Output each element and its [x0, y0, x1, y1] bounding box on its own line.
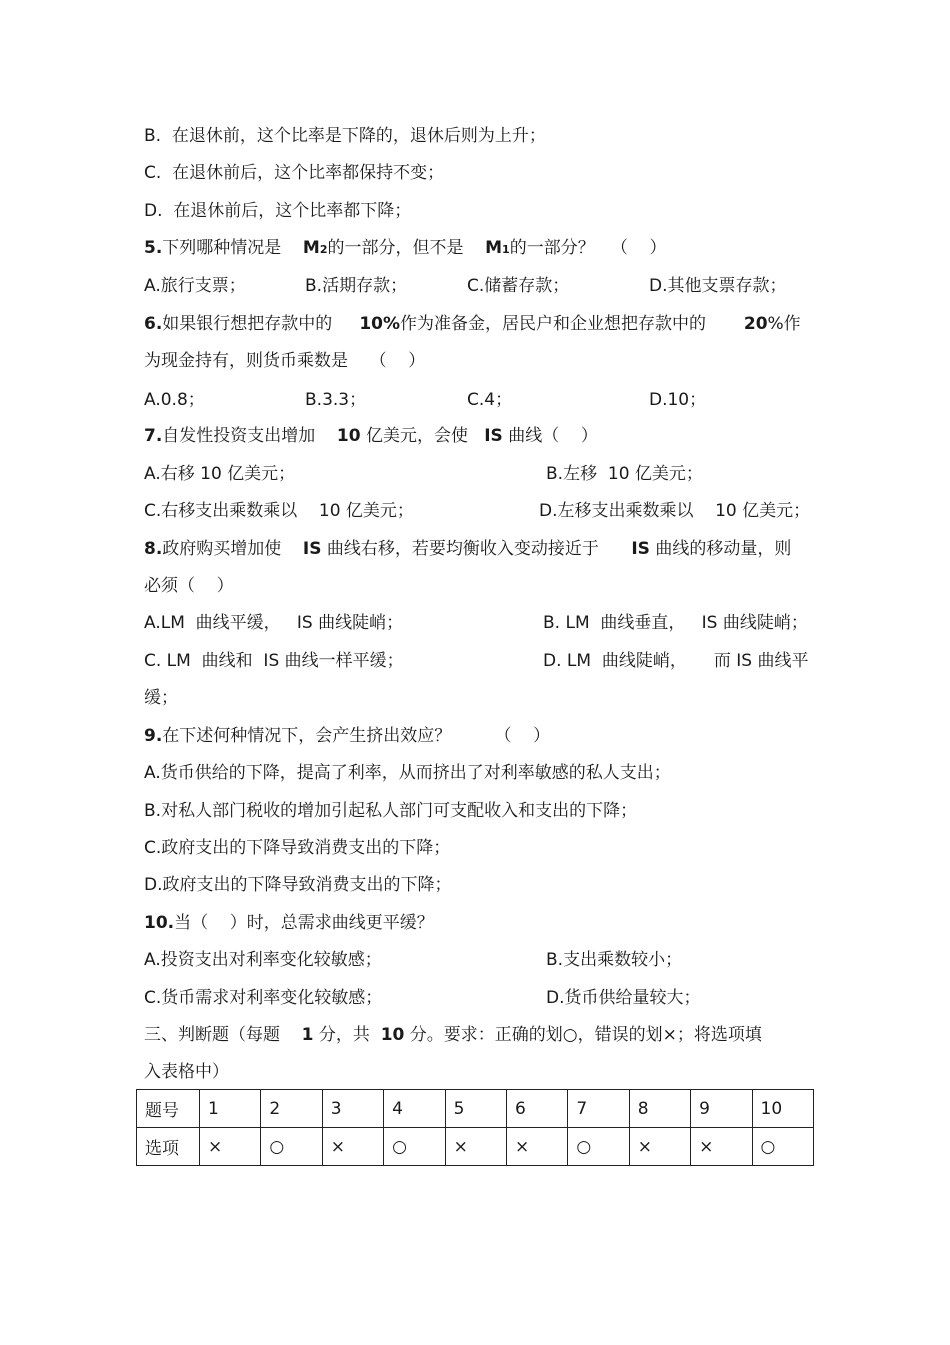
q6-text-3: %作 — [767, 314, 801, 334]
table-cell-answer: × — [629, 1128, 690, 1166]
q6-text-2: 作为准备金，居民户和企业想把存款中的 — [400, 314, 707, 334]
table-cell-number: 10 — [752, 1090, 813, 1128]
q10-option-c: C.货币需求对利率变化较敏感； — [144, 988, 383, 1008]
q7-value-2: IS — [484, 426, 503, 446]
table-cell-number: 9 — [691, 1090, 752, 1128]
table-row-numbers — [137, 1090, 814, 1128]
q5-text-3: 的一部分？ （ ） — [509, 238, 667, 258]
q8-option-b: B. LM 曲线垂直， IS 曲线陡峭； — [543, 613, 808, 633]
q5-stem — [144, 237, 667, 261]
table-cell-answer: × — [322, 1128, 383, 1166]
q4-option-c: C. 在退休前后，这个比率都保持不变； — [144, 163, 445, 183]
q6-option-c: C.4； — [467, 390, 513, 410]
q6-option-a: A.0.8； — [144, 390, 205, 410]
q9-option-b: B.对私人部门税收的增加引起私人部门可支配收入和支出的下降； — [144, 801, 638, 821]
q6-text-1: 如果银行想把存款中的 — [162, 314, 333, 334]
q5-m2: M2 — [302, 238, 328, 258]
q9-option-d: D.政府支出的下降导致消费支出的下降； — [144, 875, 452, 895]
section3-heading-line2: 入表格中） — [144, 1062, 229, 1082]
section3-value-1: 1 — [301, 1025, 314, 1045]
q7-option-d: D.左移支出乘数乘以 10 亿美元； — [539, 501, 811, 521]
table-cell-answer: × — [445, 1128, 506, 1166]
q5-text-2: 的一部分，但不是 — [327, 238, 464, 258]
q7-option-b: B.左移 10 亿美元； — [546, 464, 703, 484]
q8-option-a: A.LM 曲线平缓， IS 曲线陡峭； — [144, 613, 404, 633]
q8-stem-line2: 必须（ ） — [144, 576, 234, 596]
q5-option-b: B.活期存款； — [305, 276, 408, 296]
section3-text-2: 分，共 — [318, 1025, 370, 1045]
q7-stem — [144, 425, 598, 447]
q5-option-d: D.其他支票存款； — [649, 276, 787, 296]
q8-option-c: C. LM 曲线和 IS 曲线一样平缓； — [144, 651, 404, 671]
q6-option-b: B.3.3； — [305, 390, 367, 410]
table-cell-answer: ○ — [752, 1128, 813, 1166]
q6-number: 6. — [144, 314, 163, 334]
q8-value-2: IS — [631, 539, 650, 559]
table-head-number: 题号 — [137, 1090, 200, 1128]
q8-text-3: 曲线的移动量，则 — [655, 539, 792, 559]
table-cell-number: 2 — [261, 1090, 322, 1128]
table-cell-answer: × — [691, 1128, 752, 1166]
q6-value-1: 10% — [359, 314, 401, 334]
table-head-answer: 选项 — [137, 1128, 200, 1166]
q8-text-2: 曲线右移，若要均衡收入变动接近于 — [326, 539, 599, 559]
q9-option-c: C.政府支出的下降导致消费支出的下降； — [144, 838, 451, 858]
q7-value-1: 10 — [336, 426, 361, 446]
table-cell-answer: ○ — [261, 1128, 322, 1166]
q5-text-1: 下列哪种情况是 — [162, 238, 282, 258]
q10-option-a: A.投资支出对利率变化较敏感； — [144, 950, 382, 970]
table-cell-number: 8 — [629, 1090, 690, 1128]
q7-option-a: A.右移 10 亿美元； — [144, 464, 296, 484]
table-cell-answer: ○ — [384, 1128, 445, 1166]
q7-text-3: 曲线（ ） — [508, 426, 598, 446]
q10-option-d: D.货币供给量较大； — [546, 988, 701, 1008]
q7-text-2: 亿美元，会使 — [366, 426, 468, 446]
q8-stem — [144, 538, 791, 560]
table-cell-number: 1 — [200, 1090, 261, 1128]
q6-value-2: 20 — [743, 314, 768, 334]
q6-option-d: D.10； — [649, 390, 707, 410]
q6-stem-line2: 为现金持有，则货币乘数是 （ ） — [144, 351, 426, 371]
q5-option-a: A.旅行支票； — [144, 276, 246, 296]
table-cell-answer: ○ — [568, 1128, 629, 1166]
q8-option-d-cont: 缓； — [144, 688, 178, 708]
q9-number: 9. — [144, 726, 163, 746]
table-cell-number: 6 — [506, 1090, 567, 1128]
table-cell-number: 7 — [568, 1090, 629, 1128]
section3-text-3: 分。要求：正确的划○，错误的划×；将选项填 — [409, 1025, 762, 1045]
table-row-answers — [137, 1128, 814, 1166]
section3-value-2: 10 — [380, 1025, 405, 1045]
table-cell-answer: × — [200, 1128, 261, 1166]
q10-option-b: B.支出乘数较小； — [546, 950, 683, 970]
q7-number: 7. — [144, 426, 163, 446]
q8-option-d: D. LM 曲线陡峭， 而 IS 曲线平 — [543, 651, 809, 671]
q10-number: 10. — [144, 913, 175, 933]
section3-heading — [144, 1024, 762, 1046]
q7-option-c: C.右移支出乘数乘以 10 亿美元； — [144, 501, 414, 521]
answer-table — [136, 1089, 814, 1166]
q4-option-d: D. 在退休前后，这个比率都下降； — [144, 201, 412, 221]
q5-m1: M1 — [485, 238, 510, 258]
section3-text-1: 三、判断题（每题 — [144, 1025, 280, 1045]
q5-option-c: C.储蓄存款； — [467, 276, 570, 296]
q10-stem — [144, 912, 434, 934]
table-cell-number: 3 — [322, 1090, 383, 1128]
q10-text: 当（ ）时，总需求曲线更平缓？ — [174, 913, 434, 933]
table-cell-number: 5 — [445, 1090, 506, 1128]
q9-text: 在下述何种情况下，会产生挤出效应？ （ ） — [162, 726, 551, 746]
q8-text-1: 政府购买增加使 — [162, 539, 282, 559]
q8-value-1: IS — [302, 539, 322, 559]
q9-option-a: A.货币供给的下降，提高了利率，从而挤出了对利率敏感的私人支出； — [144, 763, 671, 783]
q8-number: 8. — [144, 539, 163, 559]
q6-stem — [144, 313, 801, 335]
table-cell-number: 4 — [384, 1090, 445, 1128]
table-cell-answer: × — [506, 1128, 567, 1166]
q9-stem — [144, 725, 550, 747]
q5-number: 5. — [144, 238, 163, 258]
q4-option-b: B. 在退休前，这个比率是下降的，退休后则为上升； — [144, 126, 546, 146]
q7-text-1: 自发性投资支出增加 — [162, 426, 316, 446]
